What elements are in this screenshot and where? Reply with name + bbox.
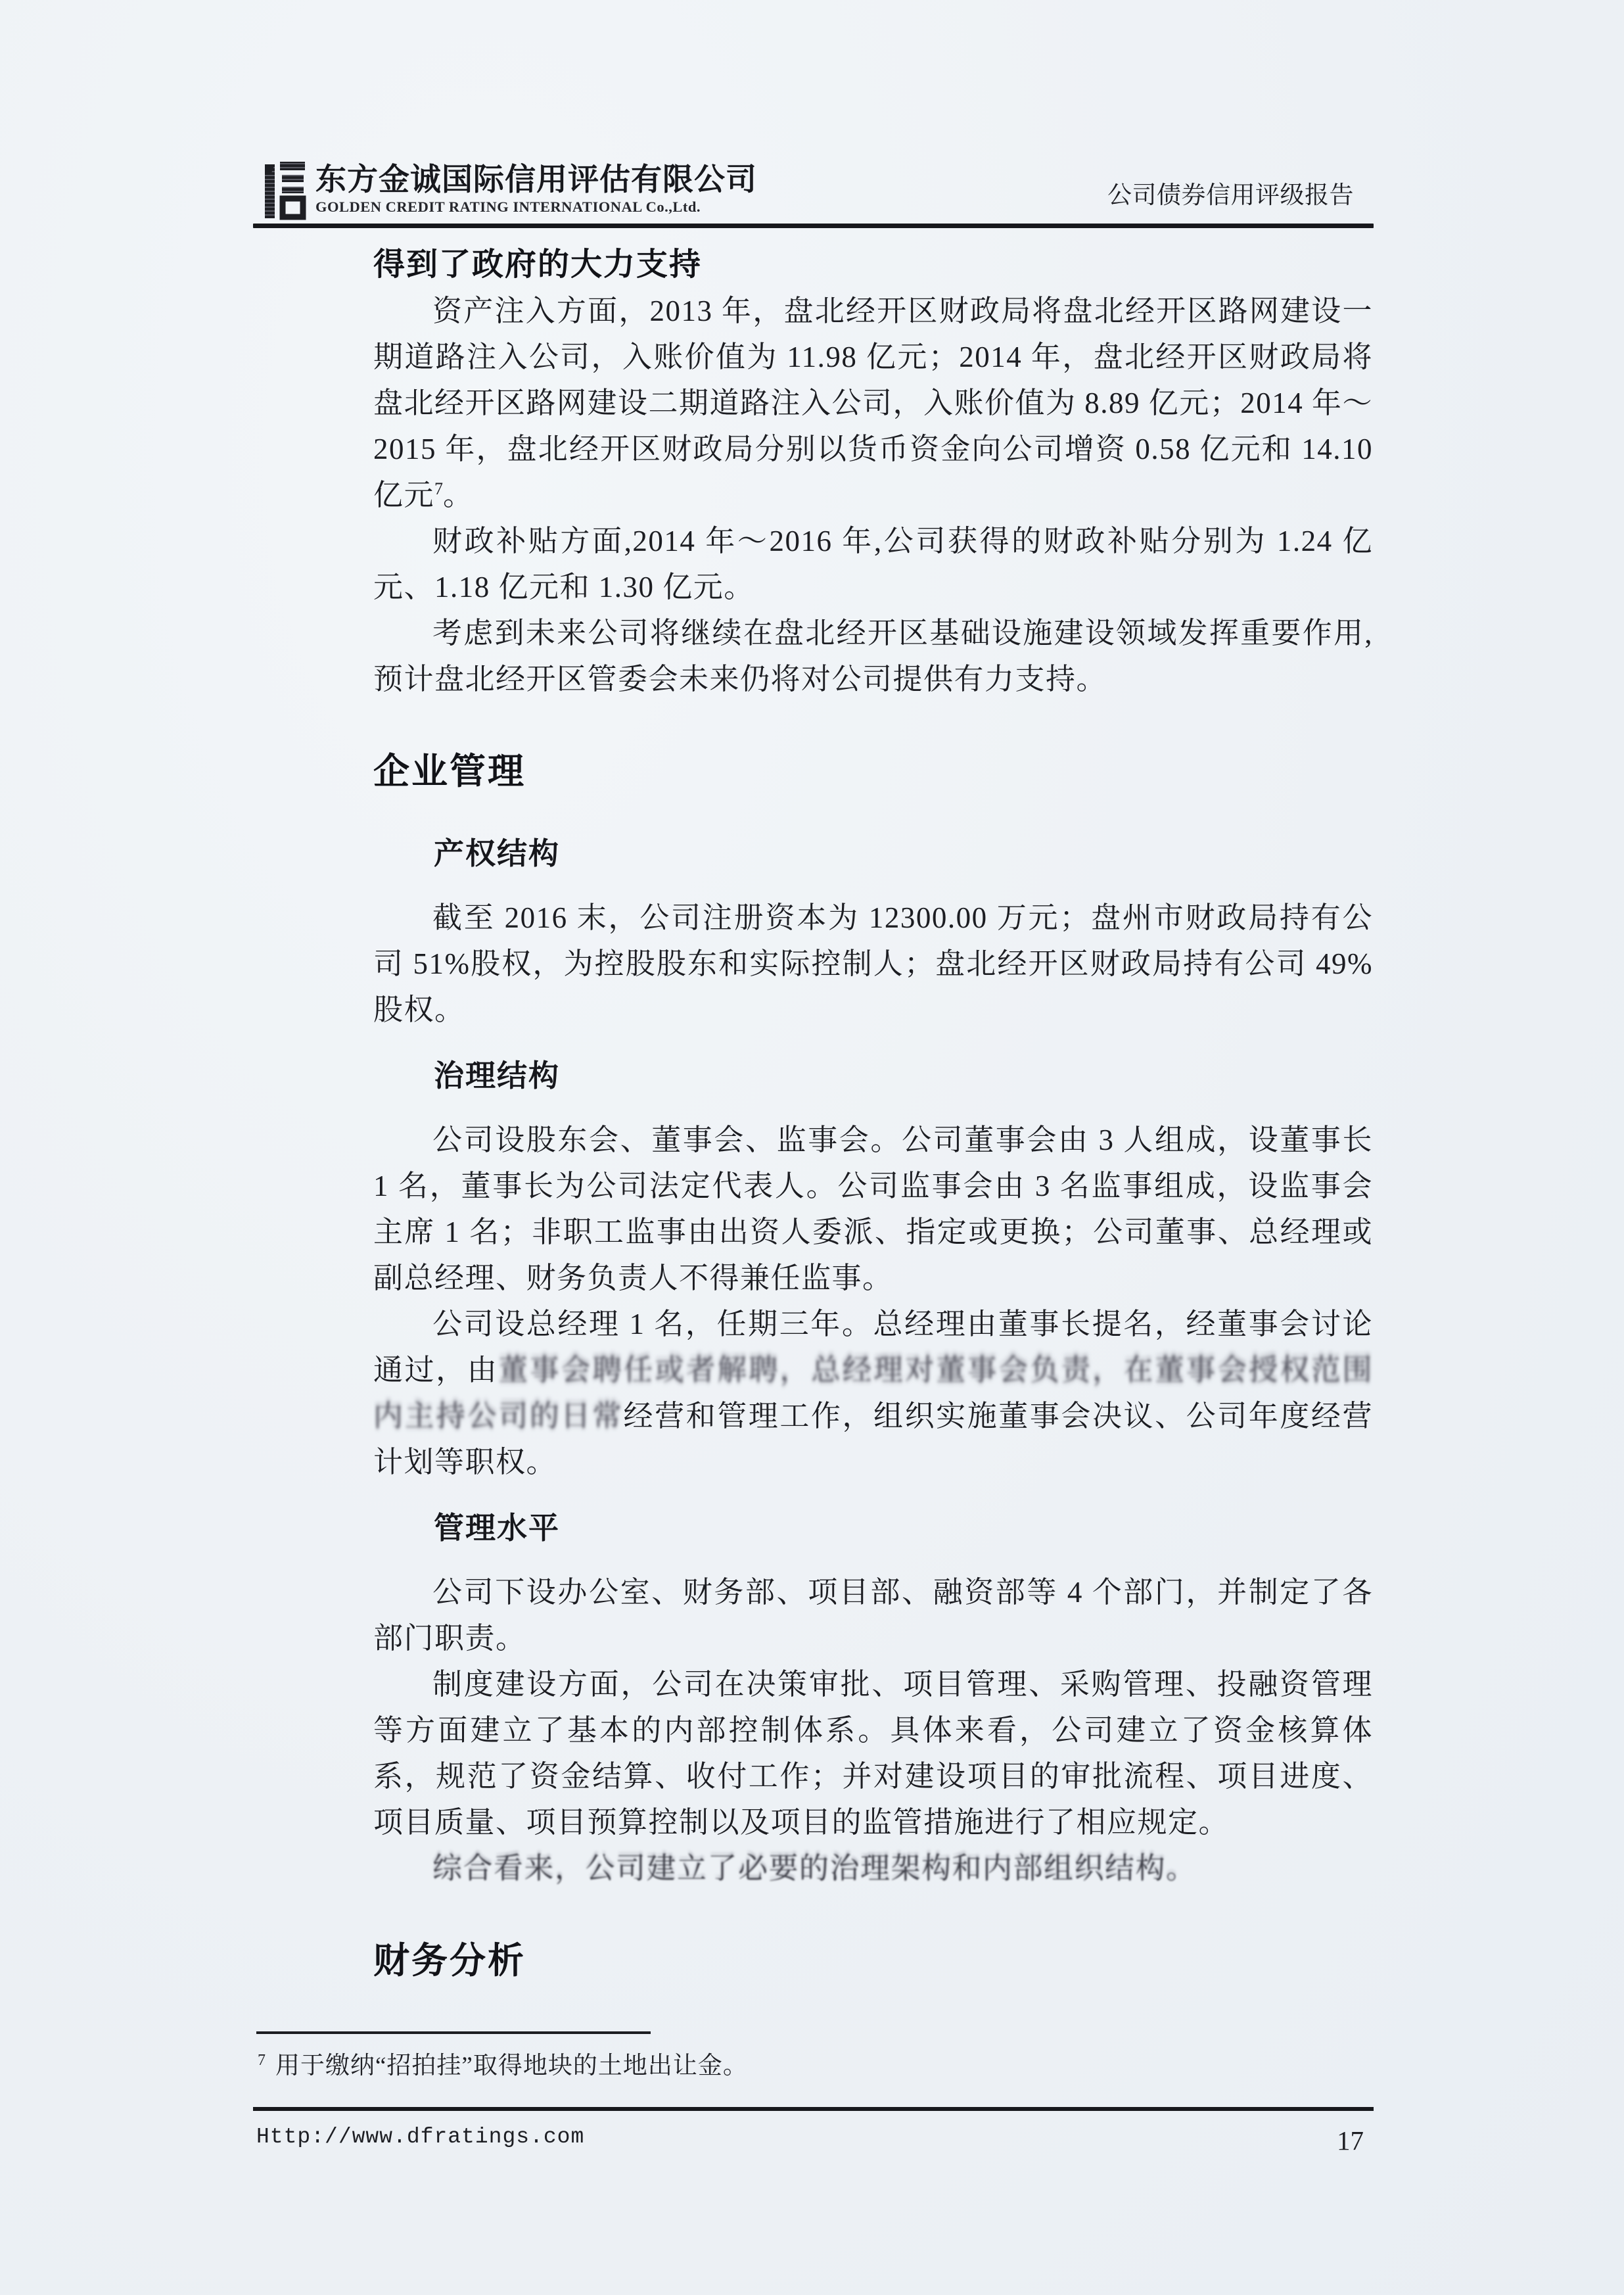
company-name-block <box>315 160 757 217</box>
footer-divider <box>253 2107 1374 2111</box>
header-divider <box>253 224 1374 228</box>
paragraph-governance-boards: 公司设股东会、董事会、监事会。公司董事会由 3 人组成，设董事长 1 名，董事长为公司法定代表人。公司监事会由 3 名监事组成，设监事会主席 1 名；非职工监事由出资人委派、指定或更换；公司董事、总经理或副总经理、财务负责人不得兼任监事。 <box>373 1124 1373 1294</box>
paragraph-governance-gm-end: 经营和管理工作，组织实施董事会决议、公司年度经营计划等职权。 <box>373 1400 1373 1479</box>
footnote-divider <box>256 2031 651 2034</box>
section-heading-finance: 财务分析 <box>373 1940 526 1981</box>
paragraph-internal-control: 制度建设方面，公司在决策审批、项目管理、采购管理、投融资管理等方面建立了基本的内部控制体系。具体来看，公司建立了资金核算体系，规范了资金结算、收付工作；并对建设项目的审批流程、项目进度、项目质量、项目预算控制以及项目的监管措施进行了相应规定。 <box>373 1668 1373 1839</box>
subheading-ownership-structure: 产权结构 <box>434 836 560 870</box>
paragraph-governance-gm-start: 公司设总经理 1 名，任期三年。总经理由董事长提名，经董事会讨论通过，由 <box>373 1308 1373 1386</box>
paragraph-asset-injection-text: 资产注入方面，2013 年，盘北经开区财政局将盘北经开区路网建设一期道路注入公司，入账价值为 11.98 亿元；2014 年，盘北经开区财政局将盘北经开区路网建设二期道路注入公司，入账价值为 8.89 亿元；2014 年～2015 年，盘北经开区财政局分别以货币资金向公司增资 0.58 亿元和 14.10 亿元 <box>373 295 1373 511</box>
paragraph-asset-injection-end: 。 <box>443 479 474 511</box>
company-brand <box>264 160 757 221</box>
footnote-7-marker: 7 <box>258 2051 266 2069</box>
footnote-7-text: 用于缴纳“招拍挂”取得地块的土地出让金。 <box>275 2052 748 2079</box>
paragraph-fiscal-subsidy: 财政补贴方面,2014 年～2016 年,公司获得的财政补贴分别为 1.24 亿元、1.18 亿元和 1.30 亿元。 <box>373 525 1373 603</box>
report-type-label: 公司债券信用评级报告 <box>1107 182 1354 209</box>
footnote-7 <box>258 2048 1243 2084</box>
paragraph-governance-gm <box>373 1301 1373 1485</box>
company-name-en: GOLDEN CREDIT RATING INTERNATIONAL Co.,Ltd. <box>315 199 701 215</box>
company-logo-icon <box>264 160 308 221</box>
paragraph-governance-summary: 综合看来，公司建立了必要的治理架构和内部组织结构。 <box>432 1852 1197 1885</box>
paragraph-support-outlook: 考虑到未来公司将继续在盘北经开区基础设施建设领域发挥重要作用,预计盘北经开区管委会未来仍将对公司提供有力支持。 <box>373 617 1373 696</box>
section-heading-management: 企业管理 <box>373 751 526 792</box>
footer-url: Http://www.dfratings.com <box>256 2125 585 2149</box>
smudged-scan-line: 董事会聘任或者解聘，总经理对董事会负责，在董事会授权范围内主持公司的日常 <box>373 1354 1373 1432</box>
paragraph-departments: 公司下设办公室、财务部、项目部、融资部等 4 个部门，并制定了各部门职责。 <box>373 1576 1373 1655</box>
subheading-governance-structure: 治理结构 <box>434 1058 560 1093</box>
statement-heading: 得到了政府的大力支持 <box>373 247 703 282</box>
company-name-cn: 东方金诚国际信用评估有限公司 <box>315 162 757 197</box>
footnote-ref-7: 7 <box>434 479 444 498</box>
page-number: 17 <box>1337 2125 1364 2156</box>
paragraph-ownership: 截至 2016 末，公司注册资本为 12300.00 万元；盘州市财政局持有公司 51%股权，为控股股东和实际控制人；盘北经开区财政局持有公司 49%股权。 <box>373 901 1373 1026</box>
subheading-management-level: 管理水平 <box>434 1511 560 1545</box>
report-body <box>373 242 1373 2017</box>
page-footer <box>256 2125 1364 2156</box>
paragraph-asset-injection <box>373 288 1373 518</box>
